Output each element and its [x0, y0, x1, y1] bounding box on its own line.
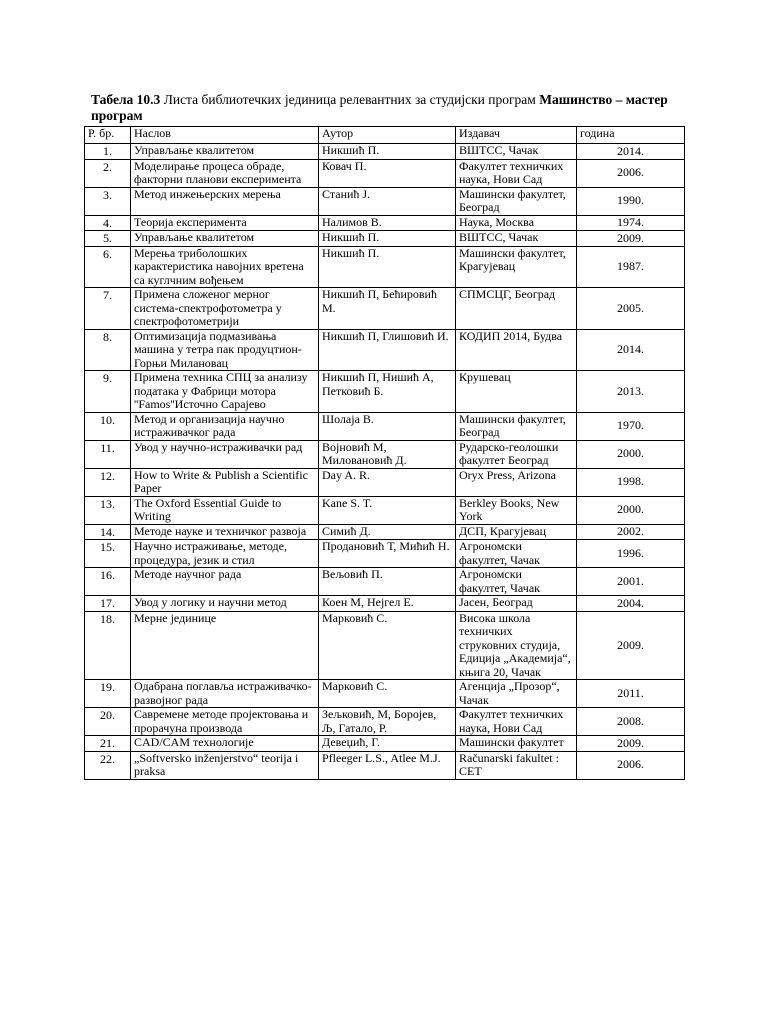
table-row: [85, 751, 685, 779]
row-title: Методе науке и техничког развоја: [131, 524, 319, 540]
row-publisher: Крушевац: [456, 371, 577, 413]
row-number: 10.: [85, 412, 131, 440]
table-row: [85, 680, 685, 708]
row-title: How to Write & Publish a Scientific Paper: [131, 468, 319, 496]
row-number: 12.: [85, 468, 131, 496]
table-row: [85, 371, 685, 413]
row-author: Никшић П, Нишић А, Петковић Б.: [319, 371, 456, 413]
row-author: Day A. R.: [319, 468, 456, 496]
row-year: 2009.: [577, 611, 685, 680]
row-author: Марковић С.: [319, 611, 456, 680]
table-row: [85, 412, 685, 440]
row-year: 2011.: [577, 680, 685, 708]
row-title: Примена техника СПЦ за анализу података у Фабрици мотора ''Famos''Источно Сарајево: [131, 371, 319, 413]
row-title: Управљање квалитетом: [131, 231, 319, 247]
row-year: 2009.: [577, 231, 685, 247]
row-title: Управљање квалитетом: [131, 144, 319, 160]
row-number: 8.: [85, 329, 131, 371]
table-row: [85, 329, 685, 371]
row-publisher: Агрономски факултет, Чачак: [456, 540, 577, 568]
row-title: Одабрана поглавља истраживачко-развојног рада: [131, 680, 319, 708]
row-title: Увод у логику и научни метод: [131, 596, 319, 612]
table-row: [85, 540, 685, 568]
row-number: 11.: [85, 440, 131, 468]
row-year: 2005.: [577, 288, 685, 330]
row-author: Kane S. T.: [319, 496, 456, 524]
table-row: [85, 496, 685, 524]
row-publisher: Факултет техничких наука, Нови Сад: [456, 159, 577, 187]
row-publisher: Факултет техничких наука, Нови Сад: [456, 708, 577, 736]
row-number: 13.: [85, 496, 131, 524]
table-row: [85, 524, 685, 540]
row-number: 16.: [85, 568, 131, 596]
row-title: Савремене методе пројектовања и прорачуна производа: [131, 708, 319, 736]
row-author: Шолаја В.: [319, 412, 456, 440]
row-year: 2013.: [577, 371, 685, 413]
row-title: Научно истраживање, методе, процедура, језик и стил: [131, 540, 319, 568]
table-row: [85, 246, 685, 288]
row-year: 2001.: [577, 568, 685, 596]
row-number: 22.: [85, 751, 131, 779]
row-year: 1996.: [577, 540, 685, 568]
row-year: 1970.: [577, 412, 685, 440]
row-year: 1974.: [577, 215, 685, 231]
header-publisher: Издавач: [456, 127, 577, 144]
caption-program: Машинство – мастер програм: [91, 92, 668, 123]
row-author: Pfleeger L.S., Atlee M.J.: [319, 751, 456, 779]
row-publisher: Машински факултет: [456, 736, 577, 752]
row-number: 1.: [85, 144, 131, 160]
row-year: 2000.: [577, 496, 685, 524]
row-number: 9.: [85, 371, 131, 413]
table-row: [85, 440, 685, 468]
row-author: Девеџић, Г.: [319, 736, 456, 752]
library-table: [84, 126, 685, 780]
table-row: [85, 159, 685, 187]
header-title: Наслов: [131, 127, 319, 144]
row-publisher: Јасен, Београд: [456, 596, 577, 612]
table-body: [85, 144, 685, 780]
row-year: 2002.: [577, 524, 685, 540]
row-year: 1990.: [577, 187, 685, 215]
row-year: 2006.: [577, 751, 685, 779]
row-number: 17.: [85, 596, 131, 612]
row-year: 2009.: [577, 736, 685, 752]
row-publisher: СПМСЦГ, Београд: [456, 288, 577, 330]
row-publisher: ДСП, Крагујевац: [456, 524, 577, 540]
row-publisher: Агенција „Прозор“, Чачак: [456, 680, 577, 708]
table-caption: [91, 92, 681, 124]
table-row: [85, 596, 685, 612]
row-publisher: Агрономски факултет, Чачак: [456, 568, 577, 596]
row-author: Зељковић, М, Боројев, Љ, Гатало, Р.: [319, 708, 456, 736]
row-number: 5.: [85, 231, 131, 247]
table-header-row: [85, 127, 685, 144]
row-year: 2004.: [577, 596, 685, 612]
table-row: [85, 215, 685, 231]
row-author: Никшић П, Бећировић М.: [319, 288, 456, 330]
row-publisher: Наука, Москва: [456, 215, 577, 231]
row-author: Марковић С.: [319, 680, 456, 708]
row-publisher: Računarski fakultet : CET: [456, 751, 577, 779]
table-row: [85, 288, 685, 330]
row-author: Никшић П.: [319, 144, 456, 160]
row-author: Станић Ј.: [319, 187, 456, 215]
row-number: 14.: [85, 524, 131, 540]
row-number: 4.: [85, 215, 131, 231]
row-number: 6.: [85, 246, 131, 288]
row-publisher: Oryx Press, Arizona: [456, 468, 577, 496]
row-title: Методе научног рада: [131, 568, 319, 596]
row-publisher: Berkley Books, New York: [456, 496, 577, 524]
row-author: Вељовић П.: [319, 568, 456, 596]
table-row: [85, 468, 685, 496]
table-row: [85, 611, 685, 680]
row-author: Војновић М, Миловановић Д.: [319, 440, 456, 468]
row-year: 1987.: [577, 246, 685, 288]
row-author: Симић Д.: [319, 524, 456, 540]
table-row: [85, 187, 685, 215]
row-number: 19.: [85, 680, 131, 708]
table-row: [85, 708, 685, 736]
row-author: Ковач П.: [319, 159, 456, 187]
row-publisher: КОДИП 2014, Будва: [456, 329, 577, 371]
caption-text: Листа библиотечких јединица релевантних за студијски програм: [160, 92, 540, 107]
row-title: Увод у научно-истраживачки рад: [131, 440, 319, 468]
row-number: 7.: [85, 288, 131, 330]
table-row: [85, 736, 685, 752]
row-number: 3.: [85, 187, 131, 215]
row-title: Теорија експеримента: [131, 215, 319, 231]
row-title: Метод и организација научно истраживачког рада: [131, 412, 319, 440]
row-number: 15.: [85, 540, 131, 568]
row-number: 21.: [85, 736, 131, 752]
table-row: [85, 231, 685, 247]
row-title: The Oxford Essential Guide to Writing: [131, 496, 319, 524]
row-publisher: Машински факултет, Крагујевац: [456, 246, 577, 288]
table-row: [85, 144, 685, 160]
row-title: „Softversko inženjerstvo“ teorija i praksa: [131, 751, 319, 779]
row-year: 2014.: [577, 329, 685, 371]
row-year: 2006.: [577, 159, 685, 187]
row-title: Оптимизација подмазивања машина у тетра пак продуцтион-Горњи Милановац: [131, 329, 319, 371]
row-author: Продановић Т, Мићић Н.: [319, 540, 456, 568]
row-year: 2008.: [577, 708, 685, 736]
row-publisher: ВШТСС, Чачак: [456, 144, 577, 160]
row-title: Примена сложеног мерног система-спектрофотометра у спектрофотометрији: [131, 288, 319, 330]
row-title: Моделирање процеса обраде, факторни планови експеримента: [131, 159, 319, 187]
row-publisher: Машински факултет, Београд: [456, 187, 577, 215]
row-publisher: Машински факултет, Београд: [456, 412, 577, 440]
row-author: Никшић П.: [319, 246, 456, 288]
header-author: Аутор: [319, 127, 456, 144]
row-author: Налимов В.: [319, 215, 456, 231]
table-row: [85, 568, 685, 596]
row-publisher: ВШТСС, Чачак: [456, 231, 577, 247]
row-year: 2014.: [577, 144, 685, 160]
caption-label: Табела 10.3: [91, 92, 161, 107]
row-title: Метод инжењерских мерења: [131, 187, 319, 215]
header-number: Р. бр.: [85, 127, 131, 144]
row-title: Мерне јединице: [131, 611, 319, 680]
row-title: CAD/CAM технологије: [131, 736, 319, 752]
header-year: година: [577, 127, 685, 144]
row-title: Мерења триболошких карактеристика навојних вретена са куглчним вођењем: [131, 246, 319, 288]
row-number: 20.: [85, 708, 131, 736]
row-publisher: Рударско-геолошки факултет Београд: [456, 440, 577, 468]
row-year: 1998.: [577, 468, 685, 496]
row-author: Коен М, Нејгел Е.: [319, 596, 456, 612]
row-number: 2.: [85, 159, 131, 187]
row-publisher: Висока школа техничких струковних студија, Едиција „Академија“, књига 20, Чачак: [456, 611, 577, 680]
row-number: 18.: [85, 611, 131, 680]
row-author: Никшић П.: [319, 231, 456, 247]
row-year: 2000.: [577, 440, 685, 468]
row-author: Никшић П, Глишовић И.: [319, 329, 456, 371]
